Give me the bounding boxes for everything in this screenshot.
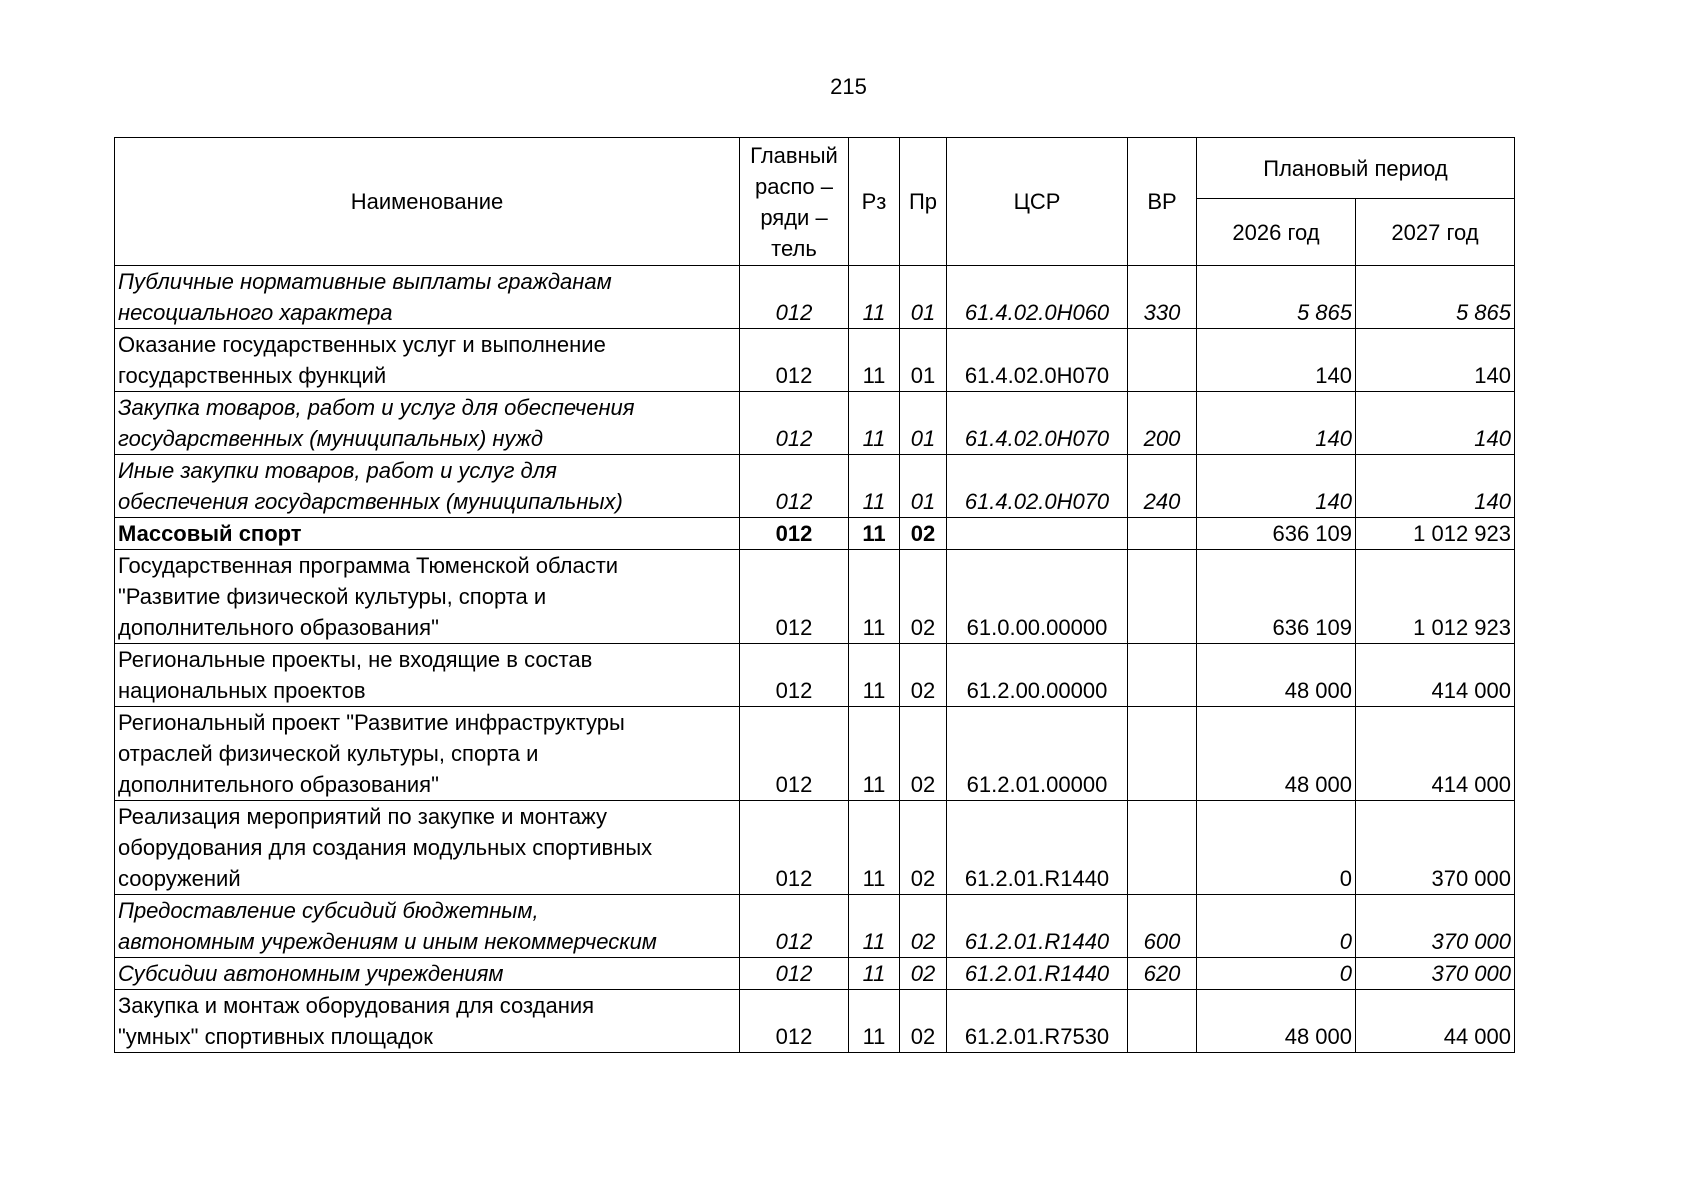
cell-csr: 61.2.01.R1440 [947, 895, 1128, 958]
cell-pr: 02 [900, 518, 947, 550]
cell-csr: 61.2.01.R1440 [947, 801, 1128, 895]
cell-name [115, 990, 740, 1053]
cell-main-admin: 012 [740, 707, 849, 801]
cell-vr [1128, 550, 1197, 644]
cell-pr: 02 [900, 707, 947, 801]
cell-name [115, 895, 740, 958]
cell-name [115, 707, 740, 801]
cell-name [115, 518, 740, 550]
cell-main-admin: 012 [740, 518, 849, 550]
cell-pr: 02 [900, 644, 947, 707]
cell-name-line: оборудования для создания модульных спортивных [118, 835, 653, 860]
cell-csr: 61.0.00.00000 [947, 550, 1128, 644]
cell-name-line: Закупка товаров, работ и услуг для обеспечения [118, 395, 635, 420]
cell-main-admin: 012 [740, 644, 849, 707]
cell-name-line: Закупка и монтаж оборудования для создания [118, 993, 595, 1018]
header-planned-period: Плановый период [1197, 138, 1515, 199]
cell-rz: 11 [849, 329, 900, 392]
cell-name-line: национальных проектов [118, 678, 366, 703]
cell-2026: 636 109 [1197, 518, 1356, 550]
table-body [115, 266, 1515, 1053]
cell-main-admin: 012 [740, 958, 849, 990]
header-pr: Пр [900, 138, 947, 266]
page-number: 215 [830, 74, 867, 99]
table-row [115, 392, 1515, 455]
cell-csr: 61.4.02.0Н070 [947, 392, 1128, 455]
cell-vr: 600 [1128, 895, 1197, 958]
cell-2027: 1 012 923 [1356, 550, 1515, 644]
table-row [115, 644, 1515, 707]
cell-name [115, 392, 740, 455]
cell-rz: 11 [849, 644, 900, 707]
table-row [115, 801, 1515, 895]
cell-pr: 02 [900, 895, 947, 958]
cell-rz: 11 [849, 266, 900, 329]
cell-2027: 44 000 [1356, 990, 1515, 1053]
cell-rz: 11 [849, 550, 900, 644]
cell-2027: 414 000 [1356, 644, 1515, 707]
cell-csr: 61.4.02.0Н070 [947, 455, 1128, 518]
cell-name [115, 329, 740, 392]
cell-name [115, 550, 740, 644]
table-row [115, 550, 1515, 644]
table-row [115, 266, 1515, 329]
cell-csr [947, 518, 1128, 550]
cell-rz: 11 [849, 392, 900, 455]
cell-name-line: государственных функций [118, 363, 387, 388]
header-main-admin-line: Главный [750, 142, 838, 168]
cell-2026: 0 [1197, 801, 1356, 895]
cell-pr: 02 [900, 550, 947, 644]
cell-name-line: автономным учреждениям и иным некоммерческим [118, 929, 657, 954]
cell-2026: 5 865 [1197, 266, 1356, 329]
cell-csr: 61.4.02.0Н070 [947, 329, 1128, 392]
cell-rz: 11 [849, 707, 900, 801]
cell-2027: 414 000 [1356, 707, 1515, 801]
cell-2027: 140 [1356, 329, 1515, 392]
cell-rz: 11 [849, 990, 900, 1053]
table-row [115, 329, 1515, 392]
header-year-2026: 2026 год [1197, 199, 1356, 266]
cell-name [115, 266, 740, 329]
cell-2026: 140 [1197, 329, 1356, 392]
cell-rz: 11 [849, 801, 900, 895]
cell-name-line: Региональный проект "Развитие инфраструктуры [118, 710, 625, 735]
cell-name-line: обеспечения государственных (муниципальных) [118, 489, 623, 514]
cell-2027: 140 [1356, 455, 1515, 518]
cell-name-line: Реализация мероприятий по закупке и монтажу [118, 804, 608, 829]
cell-2027: 370 000 [1356, 958, 1515, 990]
cell-vr [1128, 644, 1197, 707]
cell-main-admin: 012 [740, 266, 849, 329]
cell-name-line: отраслей физической культуры, спорта и [118, 741, 539, 766]
cell-name-line: Оказание государственных услуг и выполнение [118, 332, 606, 357]
cell-vr [1128, 329, 1197, 392]
table-row [115, 455, 1515, 518]
cell-name-line: Публичные нормативные выплаты гражданам [118, 269, 612, 294]
cell-2026: 48 000 [1197, 990, 1356, 1053]
cell-main-admin: 012 [740, 455, 849, 518]
cell-pr: 01 [900, 266, 947, 329]
cell-name-line: дополнительного образования" [118, 772, 439, 797]
header-main-admin [740, 138, 849, 266]
cell-name-line: Предоставление субсидий бюджетным, [118, 898, 539, 923]
cell-vr: 330 [1128, 266, 1197, 329]
cell-name [115, 455, 740, 518]
cell-vr [1128, 801, 1197, 895]
cell-pr: 01 [900, 392, 947, 455]
header-rz: Рз [849, 138, 900, 266]
table-row [115, 707, 1515, 801]
cell-pr: 01 [900, 329, 947, 392]
cell-csr: 61.2.01.R1440 [947, 958, 1128, 990]
cell-main-admin: 012 [740, 550, 849, 644]
cell-rz: 11 [849, 958, 900, 990]
cell-name-line: "Развитие физической культуры, спорта и [118, 584, 547, 609]
header-name: Наименование [115, 138, 740, 266]
cell-name-line: Иные закупки товаров, работ и услуг для [118, 458, 557, 483]
cell-name-line: Массовый спорт [118, 521, 302, 546]
cell-2026: 48 000 [1197, 644, 1356, 707]
cell-name [115, 801, 740, 895]
cell-vr [1128, 707, 1197, 801]
cell-main-admin: 012 [740, 329, 849, 392]
cell-main-admin: 012 [740, 801, 849, 895]
table-row [115, 895, 1515, 958]
header-csr: ЦСР [947, 138, 1128, 266]
cell-name-line: "умных" спортивных площадок [118, 1024, 433, 1049]
cell-2026: 0 [1197, 895, 1356, 958]
cell-name-line: сооружений [118, 866, 241, 891]
cell-vr [1128, 990, 1197, 1053]
cell-rz: 11 [849, 518, 900, 550]
cell-vr: 240 [1128, 455, 1197, 518]
cell-name-line: дополнительного образования" [118, 615, 439, 640]
cell-name [115, 644, 740, 707]
cell-vr: 200 [1128, 392, 1197, 455]
cell-name-line: государственных (муниципальных) нужд [118, 426, 544, 451]
cell-main-admin: 012 [740, 392, 849, 455]
header-main-admin-line: ряди – [760, 204, 828, 230]
cell-2027: 1 012 923 [1356, 518, 1515, 550]
cell-2026: 140 [1197, 392, 1356, 455]
cell-2026: 636 109 [1197, 550, 1356, 644]
cell-rz: 11 [849, 895, 900, 958]
cell-2026: 140 [1197, 455, 1356, 518]
budget-table [114, 137, 1515, 1053]
cell-name-line: несоциального характера [118, 300, 393, 325]
cell-pr: 02 [900, 801, 947, 895]
table-row [115, 958, 1515, 990]
cell-main-admin: 012 [740, 895, 849, 958]
cell-name-line: Субсидии автономным учреждениям [118, 961, 504, 986]
header-year-2027: 2027 год [1356, 199, 1515, 266]
cell-csr: 61.2.01.00000 [947, 707, 1128, 801]
cell-name [115, 958, 740, 990]
cell-2026: 0 [1197, 958, 1356, 990]
cell-rz: 11 [849, 455, 900, 518]
cell-pr: 02 [900, 958, 947, 990]
cell-2027: 5 865 [1356, 266, 1515, 329]
cell-2027: 140 [1356, 392, 1515, 455]
cell-2027: 370 000 [1356, 801, 1515, 895]
header-vr: ВР [1128, 138, 1197, 266]
cell-csr: 61.2.01.R7530 [947, 990, 1128, 1053]
cell-vr [1128, 518, 1197, 550]
table-header [115, 138, 1515, 266]
cell-pr: 02 [900, 990, 947, 1053]
header-main-admin-line: тель [771, 235, 817, 261]
cell-csr: 61.2.00.00000 [947, 644, 1128, 707]
cell-name-line: Государственная программа Тюменской области [118, 553, 619, 578]
header-main-admin-line: распо – [755, 173, 833, 199]
cell-pr: 01 [900, 455, 947, 518]
cell-2026: 48 000 [1197, 707, 1356, 801]
table-row [115, 518, 1515, 550]
cell-2027: 370 000 [1356, 895, 1515, 958]
table-row [115, 990, 1515, 1053]
cell-main-admin: 012 [740, 990, 849, 1053]
cell-csr: 61.4.02.0Н060 [947, 266, 1128, 329]
cell-vr: 620 [1128, 958, 1197, 990]
cell-name-line: Региональные проекты, не входящие в состав [118, 647, 593, 672]
